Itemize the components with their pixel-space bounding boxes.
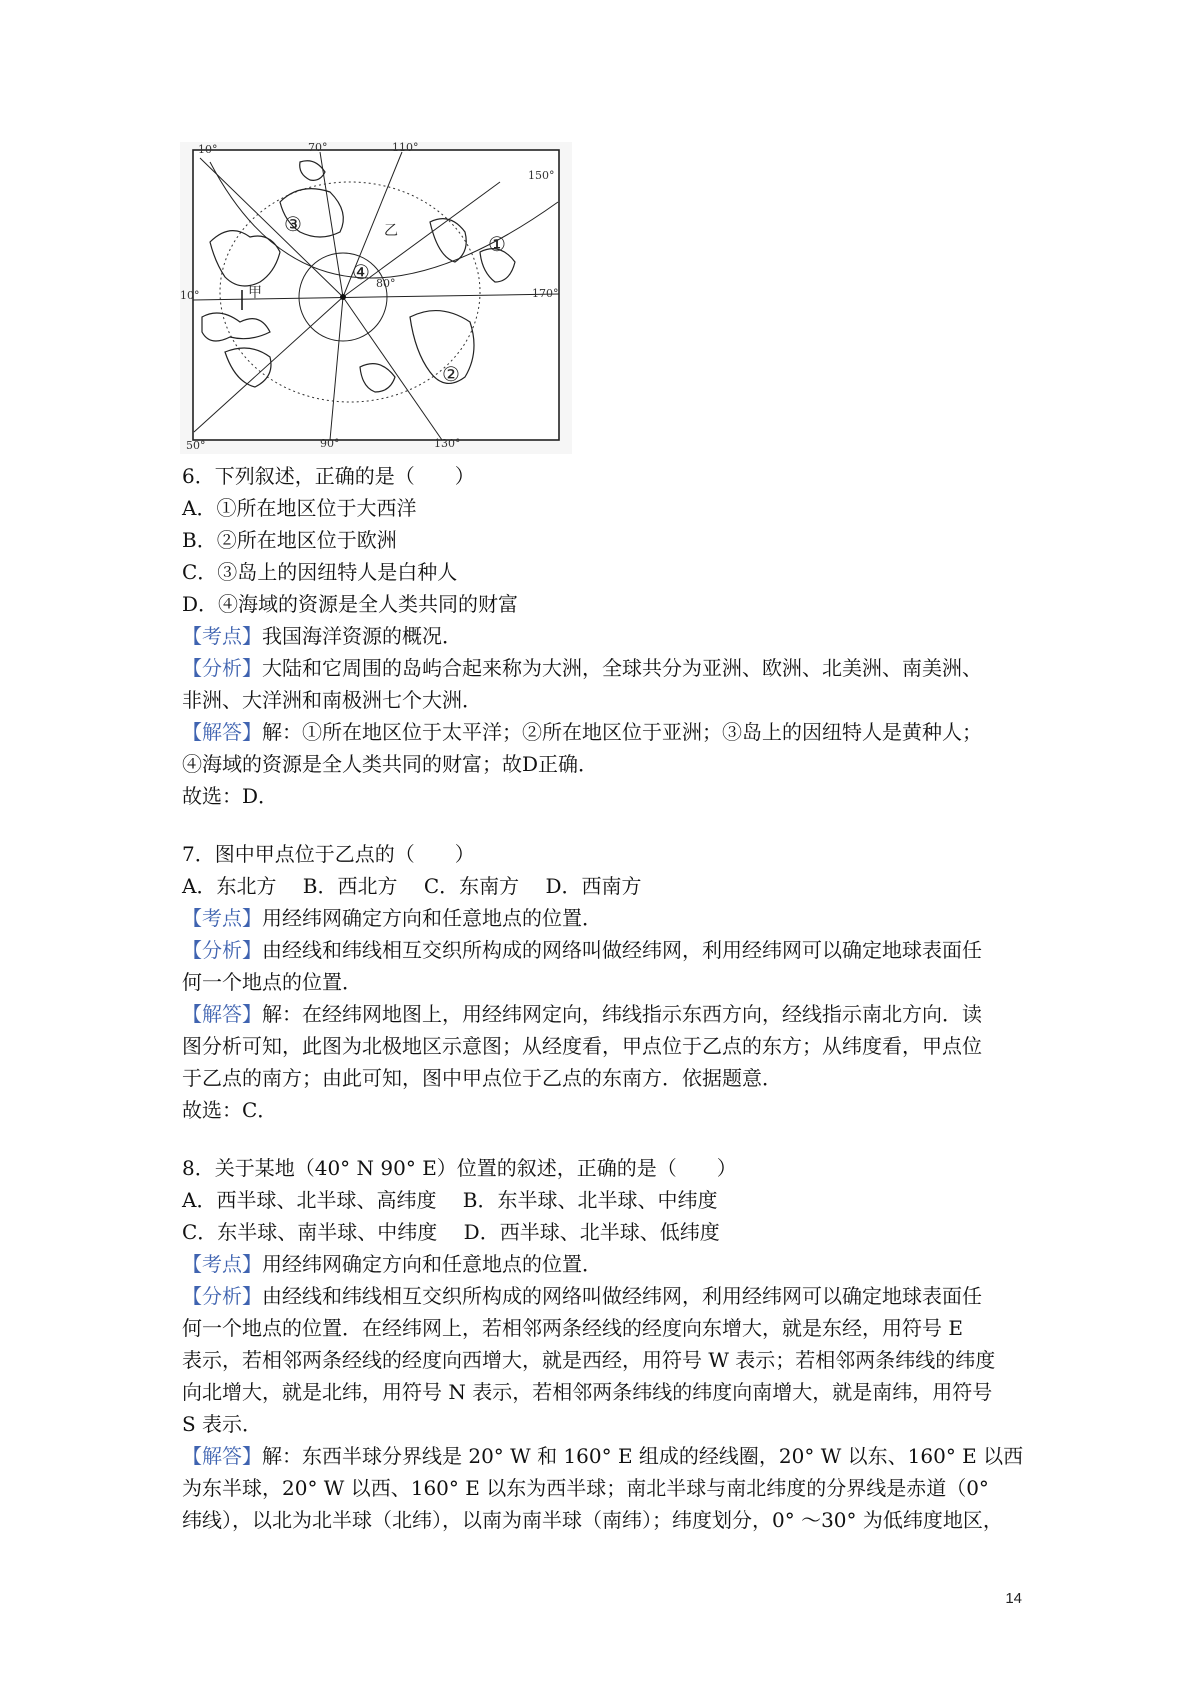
marker-3: ③ — [284, 212, 302, 236]
q8-options-cd: C．东半球、南半球、中纬度 D．西半球、北半球、低纬度 — [182, 1220, 720, 1244]
q6-option-c: C．③岛上的因纽特人是白种人 — [182, 560, 458, 584]
map-label-110: 110° — [392, 141, 419, 154]
q8-fenxi-cont-4: S 表示． — [182, 1412, 263, 1436]
q6-answer: 故选：D． — [182, 784, 279, 808]
q7-stem: 7．图中甲点位于乙点的（ ） — [182, 842, 475, 866]
marker-yi: 乙 — [384, 223, 398, 239]
q7-fenxi — [182, 934, 1032, 966]
map-label-50: 50° — [186, 439, 206, 452]
map-label-150: 150° — [528, 169, 555, 182]
jieda-tag: 【解答】 — [182, 1002, 262, 1026]
page-number: 14 — [1005, 1590, 1022, 1607]
marker-2: ② — [442, 362, 460, 386]
kaodian-tag: 【考点】 — [182, 624, 262, 648]
map-label-170: 170° — [532, 287, 559, 300]
q7-fenxi-cont: 何一个地点的位置． — [182, 970, 362, 994]
q8-stem: 8．关于某地（40° N 90° E）位置的叙述，正确的是（ ） — [182, 1156, 737, 1180]
jieda-text: 解：在经纬网地图上，用经纬网定向，纬线指示东西方向，经线指示南北方向．读 — [262, 1002, 982, 1026]
q6-fenxi-cont: 非洲、大洋洲和南极洲七个大洲． — [182, 688, 482, 712]
q7-options: A．东北方 B．西北方 C．东南方 D．西南方 — [182, 874, 642, 898]
fenxi-text: 大陆和它周围的岛屿合起来称为大洲，全球共分为亚洲、欧洲、北美洲、南美洲、 — [262, 656, 982, 680]
marker-jia: 甲 — [248, 285, 262, 301]
map-label-10-left: 10° — [180, 289, 200, 302]
q6-jieda — [182, 716, 1032, 748]
polar-map-figure — [180, 142, 572, 454]
q6-option-a: A．①所在地区位于大西洋 — [182, 496, 417, 520]
marker-1: ① — [488, 232, 506, 256]
map-label-90: 90° — [320, 437, 340, 450]
marker-4: ④ — [352, 260, 370, 284]
map-label-80: 80° — [376, 277, 396, 290]
kaodian-text: 用经纬网确定方向和任意地点的位置． — [262, 906, 602, 930]
fenxi-tag: 【分析】 — [182, 938, 262, 962]
kaodian-tag: 【考点】 — [182, 1252, 262, 1276]
kaodian-tag: 【考点】 — [182, 906, 262, 930]
jieda-text: 解：①所在地区位于太平洋；②所在地区位于亚洲；③岛上的因纽特人是黄种人； — [262, 720, 982, 744]
kaodian-text: 我国海洋资源的概况． — [262, 624, 462, 648]
q6-option-b: B．②所在地区位于欧洲 — [182, 528, 397, 552]
questions-content — [182, 460, 1032, 1536]
q7-jieda-cont-2: 于乙点的南方；由此可知，图中甲点位于乙点的东南方．依据题意． — [182, 1066, 782, 1090]
fenxi-tag: 【分析】 — [182, 656, 262, 680]
q7-answer: 故选：C． — [182, 1098, 278, 1122]
q8-jieda — [182, 1440, 1032, 1472]
map-label-130: 130° — [434, 437, 461, 450]
q6-fenxi — [182, 652, 1032, 684]
q8-fenxi-cont-3: 向北增大，就是北纬，用符号 N 表示，若相邻两条纬线的纬度向南增大，就是南纬，用符号 — [182, 1380, 993, 1404]
jieda-tag: 【解答】 — [182, 1444, 262, 1468]
q7-jieda — [182, 998, 1032, 1030]
map-label-70: 70° — [308, 141, 328, 154]
q6-option-d: D．④海域的资源是全人类共同的财富 — [182, 592, 519, 616]
q7-kaodian — [182, 902, 1032, 934]
fenxi-text: 由经线和纬线相互交织所构成的网络叫做经纬网，利用经纬网可以确定地球表面任 — [262, 938, 982, 962]
jieda-text: 解：东西半球分界线是 20° W 和 160° E 组成的经线圈，20° W 以东、160° E 以西 — [262, 1444, 1024, 1468]
jieda-tag: 【解答】 — [182, 720, 262, 744]
q8-options-ab: A．西半球、北半球、高纬度 B．东半球、北半球、中纬度 — [182, 1188, 718, 1212]
q6-kaodian — [182, 620, 1032, 652]
q8-fenxi-cont-1: 何一个地点的位置．在经纬网上，若相邻两条经线的经度向东增大，就是东经，用符号 E — [182, 1316, 963, 1340]
fenxi-tag: 【分析】 — [182, 1284, 262, 1308]
q8-fenxi — [182, 1280, 1032, 1312]
polar-map — [180, 142, 572, 454]
kaodian-text: 用经纬网确定方向和任意地点的位置． — [262, 1252, 602, 1276]
q8-kaodian — [182, 1248, 1032, 1280]
q6-stem: 6．下列叙述，正确的是（ ） — [182, 464, 475, 488]
map-label-10-top: 10° — [198, 143, 218, 156]
q6-jieda-cont: ④海域的资源是全人类共同的财富；故D正确． — [182, 752, 599, 776]
q8-fenxi-cont-2: 表示，若相邻两条经线的经度向西增大，就是西经，用符号 W 表示；若相邻两条纬线的纬度 — [182, 1348, 996, 1372]
q7-jieda-cont-1: 图分析可知，此图为北极地区示意图；从经度看，甲点位于乙点的东方；从纬度看，甲点位 — [182, 1034, 982, 1058]
q8-jieda-cont-2: 纬线），以北为北半球（北纬），以南为南半球（南纬）；纬度划分，0° ～30° 为低纬度地区， — [182, 1508, 1003, 1532]
fenxi-text: 由经线和纬线相互交织所构成的网络叫做经纬网，利用经纬网可以确定地球表面任 — [262, 1284, 982, 1308]
q8-jieda-cont-1: 为东半球，20° W 以西、160° E 以东为西半球；南北半球与南北纬度的分界线是赤道（0° — [182, 1476, 989, 1500]
